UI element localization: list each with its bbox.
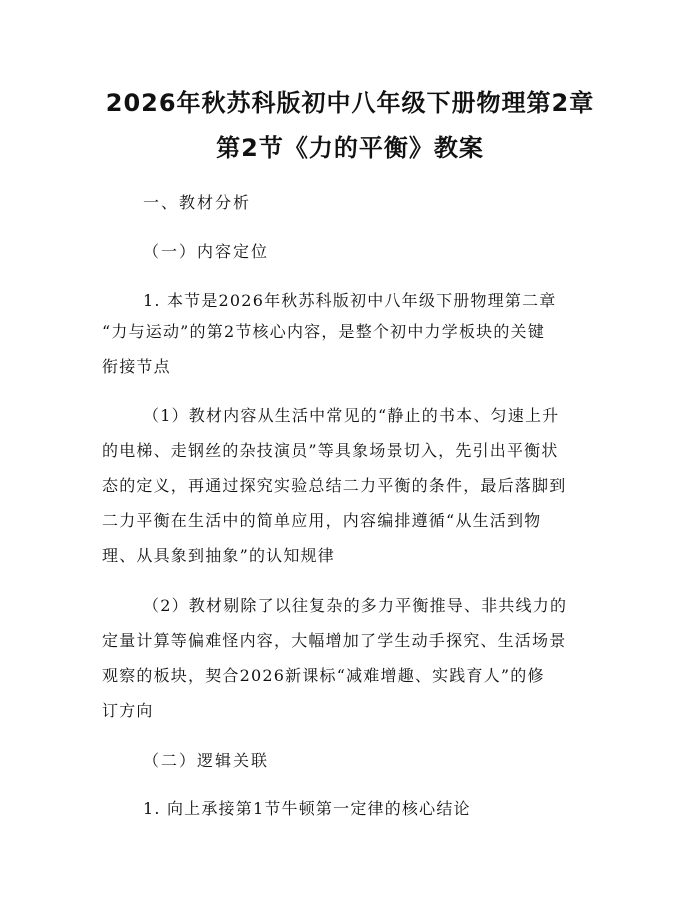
paragraph-line: 态的定义，再通过探究实验总结二力平衡的条件，最后落脚到 — [102, 476, 567, 495]
paragraph-line: “力与运动”的第2节核心内容，是整个初中力学板块的关键 — [102, 322, 545, 341]
paragraph-line: 订方向 — [102, 701, 154, 720]
paragraph-line: 1. 向上承接第1节牛顿第一定律的核心结论 — [143, 799, 471, 818]
paragraph-line: 1. 本节是2026年秋苏科版初中八年级下册物理第二章 — [143, 291, 557, 310]
document-title-line-2: 第2节《力的平衡》教案 — [216, 134, 484, 162]
paragraph-line: 二力平衡在生活中的简单应用，内容编排遵循“从生活到物 — [102, 511, 542, 530]
section-heading-textbook-analysis: 一、教材分析 — [143, 193, 252, 212]
paragraph-line: （1）教材内容从生活中常见的“静止的书本、匀速上升 — [143, 406, 560, 425]
subsection-heading-logical-relation: （二）逻辑关联 — [143, 751, 270, 770]
document-title-line-1: 2026年秋苏科版初中八年级下册物理第2章 — [105, 89, 595, 117]
subsection-heading-content-positioning: （一）内容定位 — [143, 242, 270, 261]
paragraph-line: 衔接节点 — [102, 357, 171, 376]
paragraph-line: 定量计算等偏难怪内容，大幅增加了学生动手探究、生活场景 — [102, 631, 567, 650]
paragraph-line: 理、从具象到抽象”的认知规律 — [102, 546, 335, 565]
paragraph-line: 的电梯、走钢丝的杂技演员”等具象场景切入，先引出平衡状 — [102, 441, 559, 460]
paragraph-line: （2）教材剔除了以往复杂的多力平衡推导、非共线力的 — [143, 596, 568, 615]
paragraph-line: 观察的板块，契合2026新课标“减难增趣、实践育人”的修 — [102, 666, 545, 685]
